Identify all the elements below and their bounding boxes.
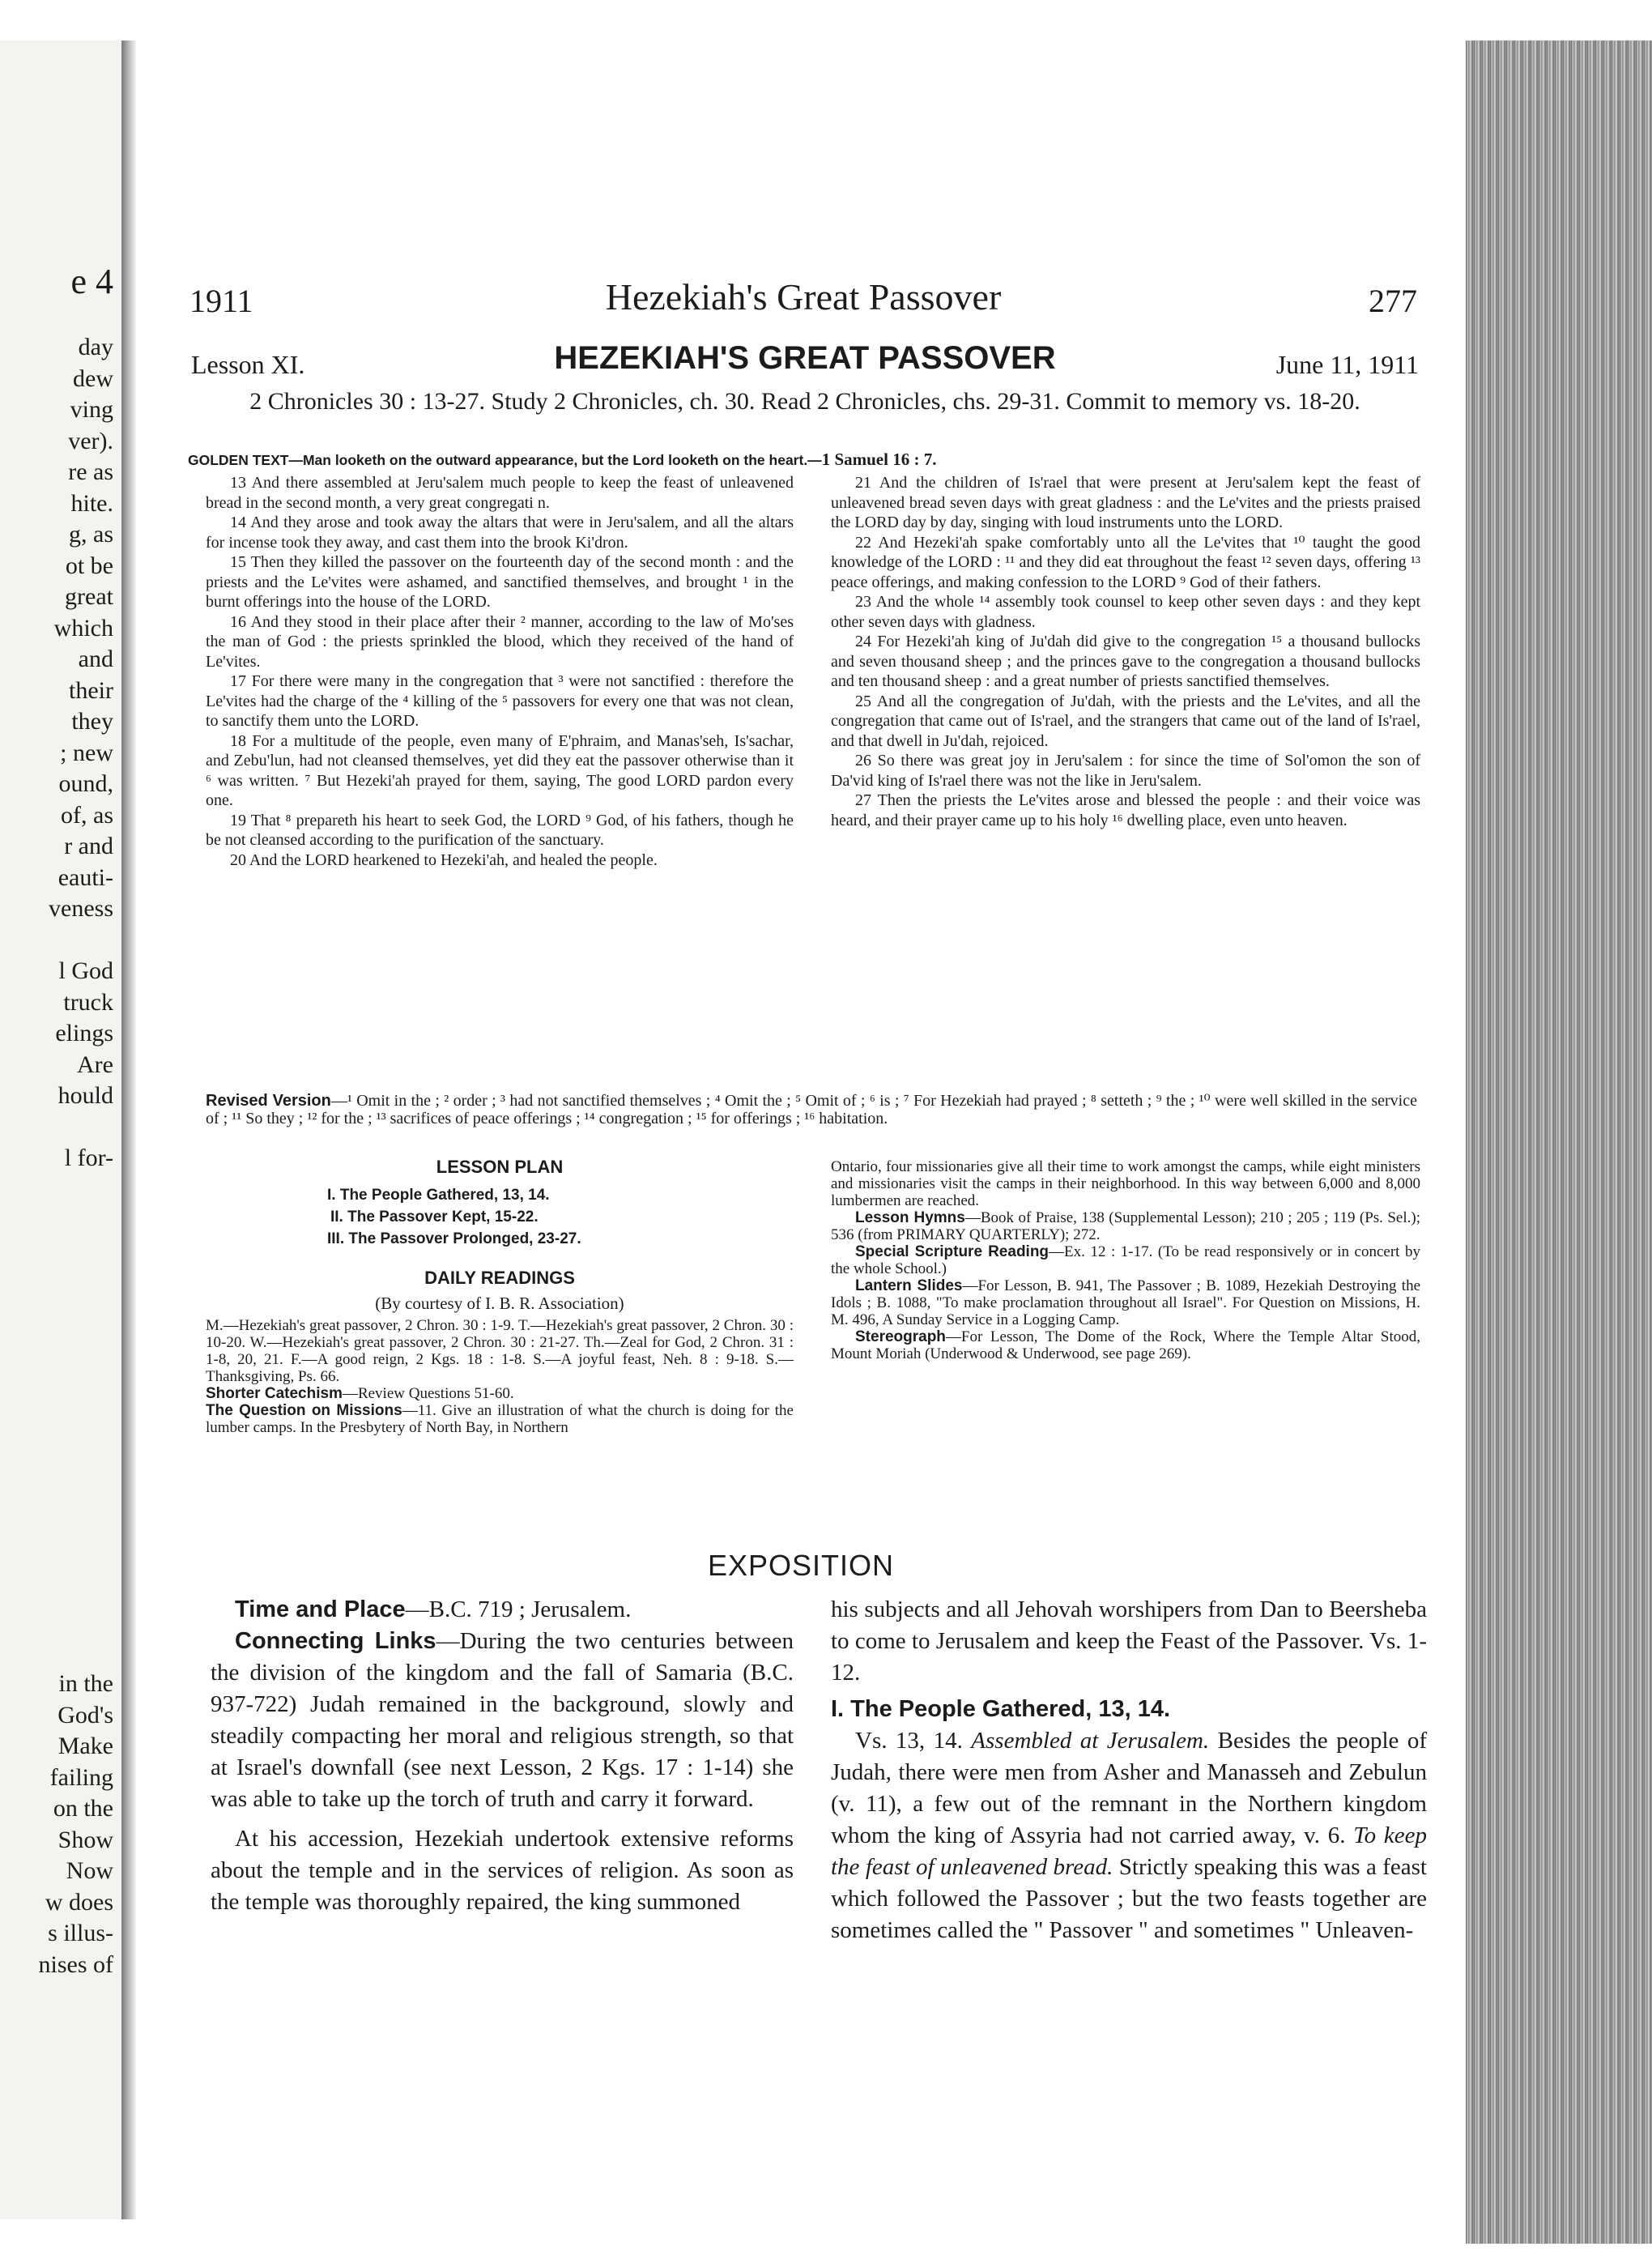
running-head-year: 1911 xyxy=(189,283,253,319)
left-page-line: veness xyxy=(49,895,113,922)
left-page-line: g, as xyxy=(69,521,113,548)
lesson-header xyxy=(191,340,1419,389)
left-page-line: Now xyxy=(66,1857,113,1884)
accession-paragraph: At his accession, Hezekiah undertook extensive reforms about the temple and in the services of religion. As soon as the temple was thoroughly repaired, the king summoned xyxy=(211,1826,794,1915)
exposition-left-column xyxy=(211,1594,794,1918)
section-text: Vs. 13, 14. xyxy=(855,1728,972,1754)
lesson-plan-item: III. The Passover Prolonged, 23-27. xyxy=(327,1230,581,1247)
left-page-line: ound, xyxy=(58,770,113,797)
revised-version-text: —¹ Omit in the ; ² order ; ³ had not sanctified themselves ; ⁴ Omit the ; ⁵ Omit of ; ⁶ is ; ⁷ For Hezekiah had prayed ; ⁸ setteth ; ⁹ the ; ¹⁰ were well skilled in the service of ; ¹¹ So they ; ¹² for the ; ¹³ sacrifices of peace offerings ; ¹⁴ congregation ; ¹⁵ for offerings ; ¹⁶ habitation. xyxy=(206,1092,1417,1128)
left-page-line: ver). xyxy=(68,427,113,454)
daily-readings-list: M.—Hezekiah's great passover, 2 Chron. 30 : 1-9. T.—Hezekiah's great passover, 2 Chron. 30 : 10-20. W.—Hezekiah's great passover, 2 Chron. 30 : 21-27. Th.—Zeal for God, 2 Chron. 31 : 1-8, 20, 21. F.—A good reign, 2 Kgs. 18 : 1-8. S.—A joyful feast, Neh. 8 : 9-18. S.—Thanksgiving, Ps. 66. xyxy=(206,1317,794,1385)
scripture-verse: 14 And they arose and took away the altars that were in Jeru'salem, and all the altars for incense took they away, and cast them into the brook Ki'dron. xyxy=(206,514,794,552)
daily-readings-heading: DAILY READINGS xyxy=(424,1268,575,1288)
golden-text-label: GOLDEN TEXT xyxy=(188,452,289,468)
special-scripture-text: —Ex. 12 : 1-17. (To be read responsively or in concert by the whole School.) xyxy=(831,1243,1420,1277)
lesson-hymns-text: —Book of Praise, 138 (Supplemental Lesson); 210 ; 205 ; 119 (Ps. Sel.); 536 (from PRIMARY QUARTERLY); 272. xyxy=(831,1209,1421,1243)
scripture-verse: 19 That ⁸ prepareth his heart to seek God, the LORD ⁹ God, of his fathers, though he be not cleansed according to the purification of the sanctuary. xyxy=(206,811,794,849)
left-page-line: nises of xyxy=(38,1950,113,1978)
left-page-line: and xyxy=(78,646,113,672)
section-text: Strictly speaking this was a feast which followed the Passover ; but the two feasts together are sometimes called the " Passover " and sometimes " Unleaven- xyxy=(831,1854,1427,1943)
revised-version xyxy=(206,1092,1417,1128)
stereograph-label: Stereograph xyxy=(855,1328,946,1345)
stereograph-text: —For Lesson, The Dome of the Rock, Where the Temple Altar Stood, Mount Moriah (Underwood & Underwood, see page 269). xyxy=(831,1328,1420,1362)
section-italic: To keep the feast of unleavened bread. xyxy=(831,1822,1427,1880)
scripture-verse: 27 Then the priests the Le'vites arose and blessed the people : and their voice was heard, and their prayer came up to his holy ¹⁶ dwelling place, even unto heaven. xyxy=(831,791,1420,829)
left-page-line: elings xyxy=(55,1020,113,1047)
time-and-place-text: —B.C. 719 ; Jerusalem. xyxy=(405,1596,632,1622)
left-page-line: Show xyxy=(57,1826,113,1853)
golden-text-body: —Man looketh on the outward appearance, but the Lord looketh on the heart.— xyxy=(288,452,822,468)
left-page-line: day xyxy=(78,334,113,360)
missions-continued: Ontario, four missionaries give all their time to work amongst the camps, while eight ministers and missionaries visit the camps in their neighborhood. In this way between 6,000 and 8,000 lumbermen are reached. xyxy=(831,1158,1420,1209)
left-page-line: of, as xyxy=(61,801,113,829)
scripture-verse: 26 So there was great joy in Jeru'salem : for since the time of Sol'omon the son of Da'vid king of Is'rael there was not the like in Jeru'salem. xyxy=(831,752,1420,790)
left-page-line: Make xyxy=(57,1733,113,1759)
left-page-line: in the xyxy=(58,1670,113,1697)
lesson-date: June 11, 1911 xyxy=(1275,350,1419,379)
lesson-plan-heading: LESSON PLAN xyxy=(436,1157,564,1177)
lesson-hymns-label: Lesson Hymns xyxy=(855,1209,965,1226)
left-page-line: s illus- xyxy=(48,1920,113,1946)
exposition-heading: EXPOSITION xyxy=(707,1549,895,1582)
left-page-line: re as xyxy=(68,458,113,485)
section-text: Besides the people of Judah, there were men from Asher and Manasseh and Zebulun (v. 11), a few out of the remnant in the Northern kingdom whom the king of Assyria had not carried away, v. 6. xyxy=(831,1728,1427,1848)
notes-right-column xyxy=(831,1158,1420,1362)
left-page-line: ving xyxy=(70,396,113,423)
scripture-verse: 17 For there were many in the congregation that ³ were not sanctified : therefore the Le'vites had the charge of the ⁴ killing of the ⁵ passovers for every one that was not clean, to sanctify them unto the LORD. xyxy=(206,672,794,730)
left-page-line: ot be xyxy=(65,552,113,579)
time-and-place-label: Time and Place xyxy=(235,1596,406,1622)
scripture-verse: 24 For Hezeki'ah king of Ju'dah did give to the congregation ¹⁵ a thousand bullocks and seven thousand sheep ; and the princes gave to the congregation a thousand bullocks and ten thousand sheep : and a great number of priests sanctified themselves. xyxy=(831,633,1420,690)
running-head-title: Hezekiah's Great Passover xyxy=(605,276,1002,318)
scripture-verse: 23 And the whole ¹⁴ assembly took counsel to keep other seven days : and they kept other seven days with gladness. xyxy=(831,593,1420,631)
lesson-reference: 2 Chronicles 30 : 13-27. Study 2 Chronicles, ch. 30. Read 2 Chronicles, chs. 29-31. Commit to memory vs. 18-20. xyxy=(249,388,1360,415)
left-page-line: l God xyxy=(58,957,113,984)
notes-left-column xyxy=(206,1157,794,1436)
left-facing-page xyxy=(0,40,123,2219)
page-number: 277 xyxy=(1369,283,1417,319)
scripture-verse: 18 For a multitude of the people, even many of E'phraim, and Manas'seh, Is'sachar, and Zebu'lun, had not cleansed themselves, yet did they eat the passover otherwise than it ⁶ was written. ⁷ But Hezeki'ah prayed for them, saying, The good LORD pardon every one. xyxy=(206,731,794,809)
scripture-verse: 21 And the children of Is'rael that were present at Jeru'salem kept the feast of unleavened bread seven days with great gladness : and the Le'vites and the priests praised the LORD day by day, singing with loud instruments unto the LORD. xyxy=(831,474,1420,531)
left-page-line: r and xyxy=(64,833,113,859)
left-page-line: failing xyxy=(49,1763,113,1791)
left-page-line: hite. xyxy=(70,489,113,517)
left-page-line: they xyxy=(71,708,113,735)
shorter-catechism-text: —Review Questions 51-60. xyxy=(342,1385,514,1402)
scripture-verse: 13 And there assembled at Jeru'salem much people to keep the feast of unleavened bread in the second month, a very great congregati n. xyxy=(206,474,794,512)
scripture-verse: 15 Then they killed the passover on the fourteenth day of the second month : and the priests and the Le'vites were ashamed, and sanctified themselves, and brought ¹ in the burnt offerings into the house of the LORD. xyxy=(206,553,794,611)
lesson-number: Lesson XI. xyxy=(191,350,305,379)
revised-version-label: Revised Version xyxy=(206,1092,331,1110)
exposition-right-column xyxy=(831,1594,1427,1946)
left-page-line: great xyxy=(65,583,113,610)
section-italic: Assembled at Jerusalem. xyxy=(971,1728,1210,1754)
scripture-verse: 16 And they stood in their place after their ² manner, according to the law of Mo'ses the man of God : the priests sprinkled the blood, which they received of the hand of Le'vites. xyxy=(206,612,794,671)
exposition-intro: his subjects and all Jehovah worshipers from Dan to Beersheba to come to Jerusalem and keep the Feast of the Passover. Vs. 1-12. xyxy=(831,1596,1427,1686)
scripture-verse: 25 And all the congregation of Ju'dah, with the priests and the Le'vites, and all the congregation that came out of Is'rael, and the strangers that came out of the land of Is'rael, and that dwell in Ju'dah, rejoiced. xyxy=(831,692,1420,750)
left-page-header-fragment: e 4 xyxy=(70,262,113,301)
left-page-line: dew xyxy=(73,364,113,392)
golden-text-ref: 1 Samuel 16 : 7. xyxy=(821,450,937,469)
lesson-plan-item: II. The Passover Kept, 15-22. xyxy=(330,1208,539,1226)
lesson-plan-item: I. The People Gathered, 13, 14. xyxy=(327,1187,550,1204)
left-page-line: ; new xyxy=(60,739,113,766)
scripture-verse: 20 And the LORD hearkened to Hezeki'ah, and healed the people. xyxy=(230,850,658,869)
golden-text xyxy=(188,450,1422,470)
left-page-line: God's xyxy=(57,1701,113,1729)
connecting-links-text: —During the two centuries between the division of the kingdom and the fall of Samaria (B.C. 937-722) Judah remained in the background, slowly and steadily compacting her moral and religious strength, so that at Israel's downfall (see next Lesson, 2 Kgs. 17 : 1-14) she was able to take up the torch of truth and carry it forward. xyxy=(211,1628,794,1812)
page-edges xyxy=(1466,40,1652,2244)
left-page-line: their xyxy=(69,676,113,704)
lesson-title: HEZEKIAH'S GREAT PASSOVER xyxy=(554,340,1056,376)
left-page-line: w does xyxy=(45,1888,113,1916)
missions-label: The Question on Missions xyxy=(206,1402,402,1419)
shorter-catechism-label: Shorter Catechism xyxy=(206,1385,343,1402)
left-page-line: which xyxy=(53,614,113,642)
left-page-line: eauti- xyxy=(57,863,113,891)
left-page-line: on the xyxy=(53,1795,113,1822)
left-page-line: Are xyxy=(77,1051,113,1078)
daily-readings-courtesy: (By courtesy of I. B. R. Association) xyxy=(375,1294,624,1313)
missions-text: —11. Give an illustration of what the church is doing for the lumber camps. In the Presbytery of North Bay, in Northern xyxy=(206,1402,794,1436)
lantern-slides-text: —For Lesson, B. 941, The Passover ; B. 1089, Hezekiah Destroying the Idols ; B. 1088, "To make proclamation throughout all Israel". For Question on Missions, H. M. 496, A Sunday Service in a Logging Camp. xyxy=(831,1277,1421,1328)
special-scripture-label: Special Scripture Reading xyxy=(855,1243,1050,1260)
left-page-line: hould xyxy=(57,1082,113,1109)
section-heading: I. The People Gathered, 13, 14. xyxy=(831,1696,1171,1722)
left-page-line: truck xyxy=(63,988,113,1016)
book-gutter xyxy=(121,40,136,2219)
scripture-verse: 22 And Hezeki'ah spake comfortably unto all the Le'vites that ¹⁰ taught the good knowledge of the LORD : ¹¹ and they did eat throughout the feast ¹² seven days, offering ¹³ peace offerings, and making confession to the LORD ⁹ God of their fathers. xyxy=(831,533,1420,591)
scripture-left-column xyxy=(206,473,794,870)
scripture-right-column xyxy=(831,473,1420,830)
left-page-line: l for- xyxy=(64,1145,113,1171)
lantern-slides-label: Lantern Slides xyxy=(855,1277,963,1294)
book-page xyxy=(136,40,1466,2227)
connecting-links-label: Connecting Links xyxy=(235,1628,436,1654)
running-head xyxy=(189,275,1417,324)
